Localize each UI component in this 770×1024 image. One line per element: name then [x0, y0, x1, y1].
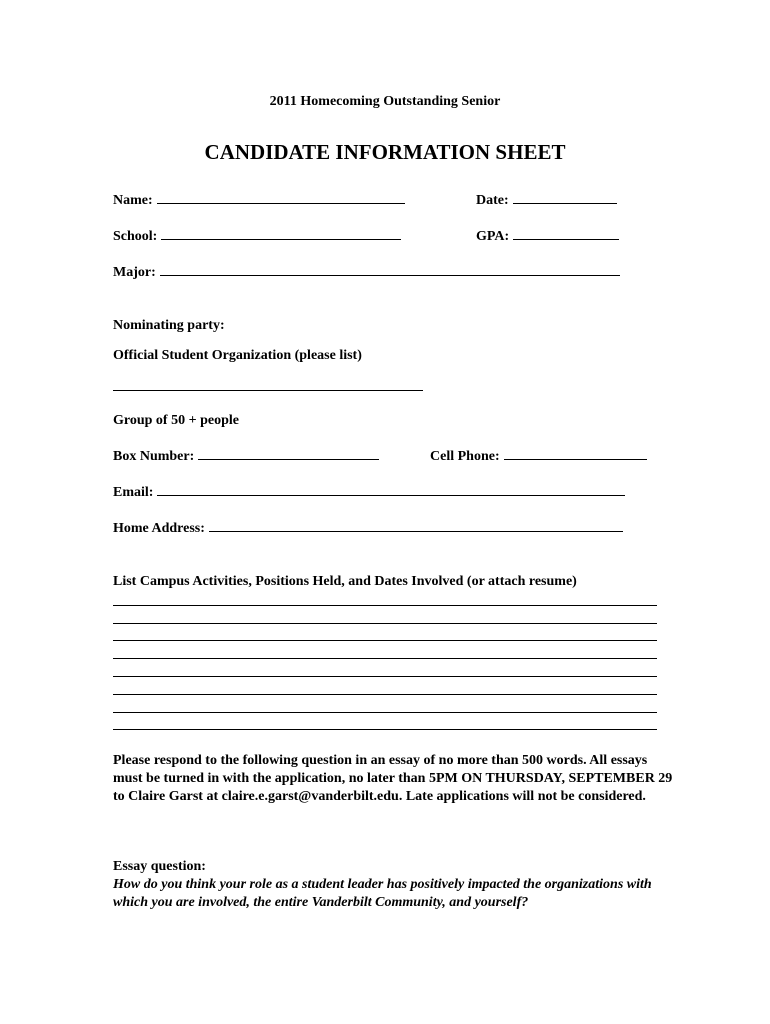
school-blank[interactable]	[161, 227, 401, 240]
major-field[interactable]	[113, 263, 620, 283]
name-blank[interactable]	[157, 191, 405, 204]
home-address-blank[interactable]	[209, 519, 623, 532]
major-blank[interactable]	[160, 263, 620, 276]
essay-question-label: Essay question:	[113, 859, 206, 874]
cell-phone-blank[interactable]	[504, 447, 647, 460]
email-blank[interactable]	[157, 483, 625, 496]
major-label: Major:	[113, 265, 156, 280]
email-field[interactable]	[113, 483, 625, 503]
cell-phone-label: Cell Phone:	[430, 449, 500, 464]
nominating-party-label: Nominating party:	[113, 318, 225, 333]
school-field[interactable]	[113, 227, 401, 247]
name-label: Name:	[113, 193, 153, 208]
activities-line[interactable]	[113, 640, 657, 641]
essay-question-text: How do you think your role as a student leader has positively impacted the organizations with which you are involved, the entire Vanderbilt Community, and yourself?	[113, 877, 652, 910]
school-label: School:	[113, 229, 158, 244]
activities-line[interactable]	[113, 729, 657, 730]
activities-line[interactable]	[113, 623, 657, 624]
date-label: Date:	[476, 193, 509, 208]
gpa-field[interactable]	[476, 227, 619, 247]
activities-line[interactable]	[113, 658, 657, 659]
date-blank[interactable]	[513, 191, 617, 204]
official-org-label: Official Student Organization (please list)	[113, 348, 362, 363]
group-label: Group of 50 + people	[113, 413, 239, 428]
activities-line[interactable]	[113, 605, 657, 606]
box-number-field[interactable]	[113, 447, 379, 467]
gpa-label: GPA:	[476, 229, 510, 244]
activities-line[interactable]	[113, 712, 657, 713]
date-field[interactable]	[476, 191, 617, 211]
official-org-blank[interactable]	[113, 390, 423, 391]
essay-instructions: Please respond to the following question in an essay of no more than 500 words. All essays must be turned in with the application, no later than 5PM ON THURSDAY, SEPTEMBER 29 to Claire Garst at claire.e.garst@vanderbilt.edu. Late applications will not be considered.	[113, 753, 673, 804]
activities-line[interactable]	[113, 676, 657, 677]
box-number-blank[interactable]	[198, 447, 379, 460]
essay-question-block	[113, 858, 673, 912]
name-field[interactable]	[113, 191, 405, 211]
form-subtitle: 2011 Homecoming Outstanding Senior	[269, 94, 501, 109]
form-title: CANDIDATE INFORMATION SHEET	[204, 140, 566, 164]
home-address-label: Home Address:	[113, 521, 205, 536]
home-address-field[interactable]	[113, 519, 623, 539]
activities-label: List Campus Activities, Positions Held, and Dates Involved (or attach resume)	[113, 574, 577, 589]
email-label: Email:	[113, 485, 154, 500]
box-number-label: Box Number:	[113, 449, 195, 464]
activities-line[interactable]	[113, 694, 657, 695]
gpa-blank[interactable]	[513, 227, 619, 240]
cell-phone-field[interactable]	[430, 447, 647, 467]
